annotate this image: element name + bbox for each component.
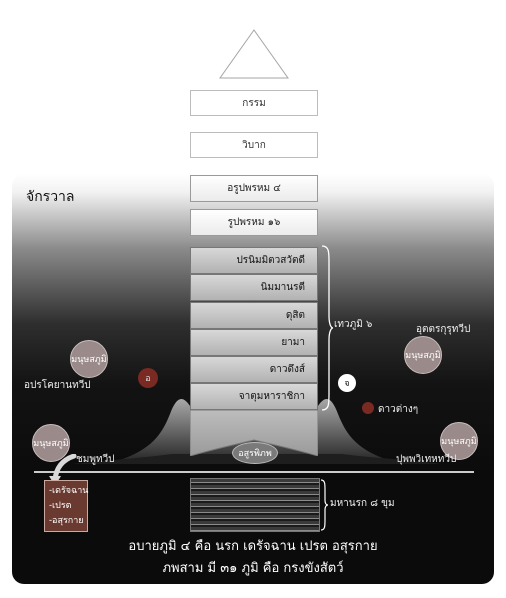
north-continent-circle: มนุษสภูมิ — [404, 336, 442, 374]
heaven-brace — [320, 244, 334, 412]
heaven-nimmanarati: นิมมานรตี — [190, 274, 318, 301]
apex-triangle — [218, 28, 290, 80]
karma-box: กรรม — [190, 90, 318, 116]
hell-stack — [190, 478, 320, 532]
universe-panel — [12, 174, 494, 584]
formless-realm-box: อรูปพรหม ๔ — [190, 175, 318, 202]
heaven-group-label: เทวภูมิ ๖ — [334, 319, 373, 330]
caption-line-2: ภพสาม มี ๓๑ ภูมิ คือ กรงขังสัตว์ — [162, 561, 344, 576]
heaven-yama: ยามา — [190, 329, 318, 356]
south-continent-label: ชมพูทวีป — [76, 454, 115, 465]
moon-circle: จ — [338, 374, 356, 392]
lower-realm-ghost: -เปรต — [49, 501, 72, 511]
panel-title: จักรวาล — [26, 189, 75, 205]
stars-label: ดาวต่างๆ — [378, 404, 419, 415]
form-realm-box: รูปพรหม ๑๖ — [190, 209, 318, 236]
south-continent-circle: มนุษสภูมิ — [32, 424, 70, 462]
heaven-tavatimsa: ดาวดึงส์ — [190, 356, 318, 383]
heaven-paranimmita: ปรนิมมิตวสวัตดี — [190, 247, 318, 274]
heaven-tusita: ดุสิต — [190, 302, 318, 329]
east-continent-label: ปุพพวิเทหทวีป — [396, 454, 457, 465]
west-continent-circle: มนุษสภูมิ — [70, 340, 108, 378]
north-continent-label: อุตตรกุรุทวีป — [416, 324, 471, 335]
asura-realm: อสูรพิภพ — [232, 442, 278, 464]
sun-circle: อ — [138, 368, 158, 388]
lower-realms-list — [44, 480, 88, 532]
east-continent-circle: มนุษสภูมิ — [440, 422, 478, 460]
earth-line — [34, 471, 474, 473]
hell-brace — [319, 478, 329, 532]
lower-realm-asura: -อสุรกาย — [49, 516, 84, 526]
bottom-caption — [12, 536, 494, 580]
heaven-catumaharajika: จาตุมหาราชิกา — [190, 383, 318, 410]
lower-realm-animal: -เดรัจฉาน — [49, 486, 89, 496]
stars-dot — [362, 402, 374, 414]
west-continent-label: อปรโคยานทวีป — [24, 380, 91, 391]
caption-line-1: อบายภูมิ ๔ คือ นรก เดรัจฉาน เปรต อสุรกาย — [128, 539, 378, 554]
vipaka-box: วิบาก — [190, 132, 318, 158]
hell-label: มหานรก ๘ ขุม — [330, 498, 395, 509]
